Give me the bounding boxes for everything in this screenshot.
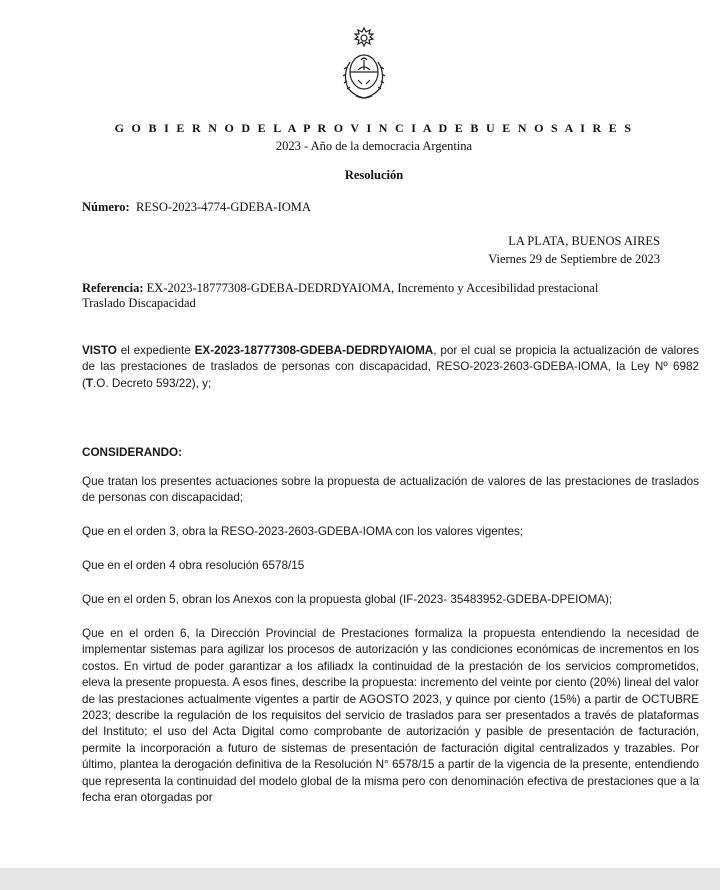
paragraph-5: Que en el orden 6, la Dirección Provincial de Prestaciones formaliza la propuesta entendiendo la necesidad de implementar sistemas para agilizar los procesos de autorización y las condiciones económicas de incrementos en los costos. En virtud de poder garantizar a los afiliadx la continuidad de la prestación de los servicios comprometidos, eleva la presente propuesta. A esos fines, describe la propuesta: incremento del veinte por ciento (20%) lineal del valor de las prestaciones actualmente vigentes a partir de AGOSTO 2023, y quince por ciento (15%) a partir de OCTUBRE 2023; describe la regulación de los requisitos del servicio de traslados para ser presentados a través de plataformas del Instituto; el uso del Acta Digital como comprobante de autorización y pasible de presentación de facturación, permite la incorporación a futuro de sistemas de presentación de facturación digital centralizados y trazables. Por último, plantea la derogación definitiva de la Resolución N° 6578/15 a partir de la vigencia de la presente, entendiendo que representa la continuidad del modelo global de la misma pero con denominación efectiva de prestaciones que a la fecha eran otorgadas por: [82, 627, 699, 805]
visto-rest: , por el cual se propicia la actualización de valores de las prestaciones de traslados de personas con discapacidad, RESO-2023-2603-GDEBA-IOMA, la Ley Nº 6982 (: [82, 344, 699, 390]
visto-to: T: [85, 376, 94, 390]
document-type: Resolución: [344, 168, 404, 182]
visto-paragraph: [82, 343, 699, 392]
viewer-bottom-bar: [0, 868, 720, 890]
visto-pre: el expediente: [120, 344, 191, 357]
considerando-heading: CONSIDERANDO:: [82, 446, 182, 459]
place-date: [488, 232, 660, 268]
reference-value: EX-2023-18777308-GDEBA-DEDRDYAIOMA, Incremento y Accesibilidad prestacional Traslado Discapacidad: [82, 281, 599, 310]
government-header: G O B I E R N O D E L A P R O V I N C I A D E B U E N O S A I R E S: [114, 121, 634, 135]
paragraph-1: Que tratan los presentes actuaciones sobre la propuesta de actualización de valores de las prestaciones de traslados de personas con discapacidad;: [82, 475, 699, 505]
visto-label: VISTO: [82, 344, 117, 357]
paragraph-3: Que en el orden 4 obra resolución 6578/15: [82, 559, 305, 572]
place: LA PLATA, BUENOS AIRES: [508, 234, 660, 248]
reference: [82, 281, 642, 311]
argentina-coat-of-arms-icon: [336, 22, 392, 106]
visto-expediente: EX-2023-18777308-GDEBA-DEDRDYAIOMA: [194, 344, 434, 357]
number-label: Número:: [82, 200, 130, 214]
resolution-number: [82, 200, 311, 215]
year-motto: 2023 - Año de la democracia Argentina: [275, 139, 473, 153]
paragraph-4: Que en el orden 5, obran los Anexos con la propuesta global (IF-2023- 35483952-GDEBA-DPEIOMA);: [82, 593, 613, 606]
reference-label: Referencia:: [82, 281, 144, 295]
visto-end: .O. Decreto 593/22), y;: [93, 376, 212, 390]
date: Viernes 29 de Septiembre de 2023: [488, 252, 660, 266]
number-value: RESO-2023-4774-GDEBA-IOMA: [135, 200, 311, 214]
paragraph-2: Que en el orden 3, obra la RESO-2023-2603-GDEBA-IOMA con los valores vigentes;: [82, 525, 524, 538]
